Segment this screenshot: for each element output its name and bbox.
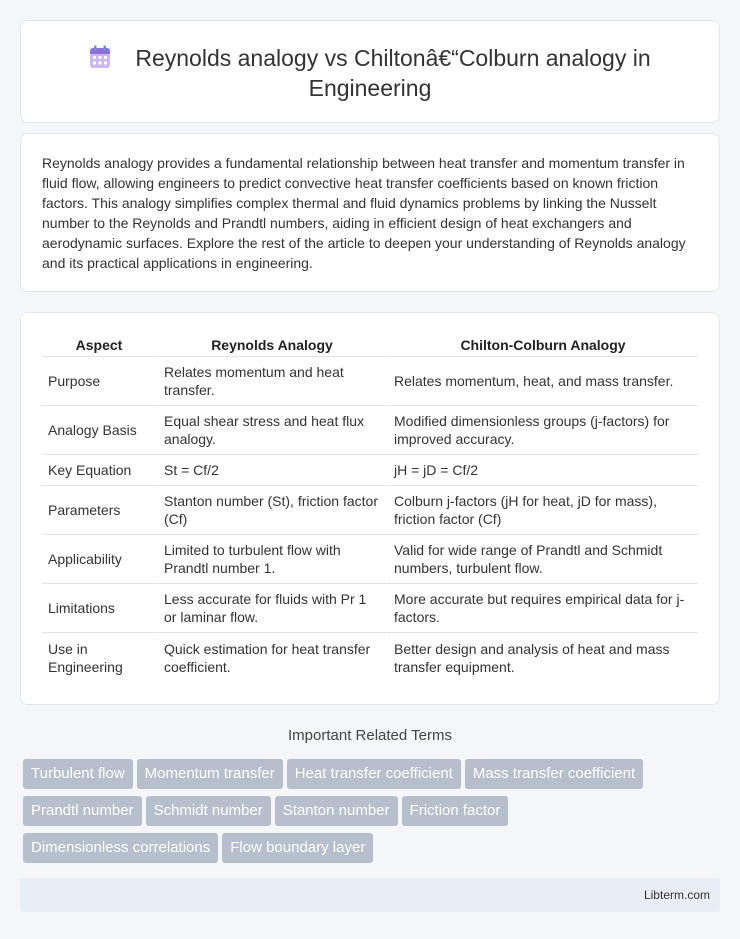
cell-chilton: Relates momentum, heat, and mass transfer. bbox=[386, 357, 698, 406]
related-term-tag[interactable]: Flow boundary layer bbox=[222, 833, 373, 863]
footer-site-link[interactable]: Libterm.com bbox=[643, 888, 710, 902]
cell-chilton: Valid for wide range of Prandtl and Schmidt numbers, turbulent flow. bbox=[386, 535, 698, 584]
title-line-1: Reynolds analogy vs Chiltonâ€“Colburn analogy in bbox=[135, 45, 651, 71]
related-term-tag[interactable]: Mass transfer coefficient bbox=[465, 759, 643, 789]
cell-aspect: Parameters bbox=[42, 486, 156, 535]
cell-aspect: Limitations bbox=[42, 584, 156, 633]
cell-chilton: Colburn j-factors (jH for heat, jD for mass), friction factor (Cf) bbox=[386, 486, 698, 535]
cell-aspect: Applicability bbox=[42, 535, 156, 584]
cell-chilton: More accurate but requires empirical data for j-factors. bbox=[386, 584, 698, 633]
title-line-2: Engineering bbox=[308, 75, 432, 101]
cell-reynolds: Quick estimation for heat transfer coefficient. bbox=[156, 633, 386, 682]
cell-reynolds: Less accurate for fluids with Pr 1 or laminar flow. bbox=[156, 584, 386, 633]
header-reynolds: Reynolds Analogy bbox=[156, 333, 386, 357]
related-term-tag[interactable]: Stanton number bbox=[275, 796, 398, 826]
related-terms-heading: Important Related Terms bbox=[288, 727, 452, 744]
table-row bbox=[42, 535, 698, 584]
comparison-table-card bbox=[20, 312, 720, 705]
table-row bbox=[42, 406, 698, 455]
cell-reynolds: St = Cf/2 bbox=[156, 455, 386, 486]
related-term-tag[interactable]: Turbulent flow bbox=[23, 759, 133, 789]
related-term-tag[interactable]: Friction factor bbox=[402, 796, 509, 826]
cell-reynolds: Relates momentum and heat transfer. bbox=[156, 357, 386, 406]
table-header-row bbox=[42, 333, 698, 357]
table-row bbox=[42, 357, 698, 406]
related-term-tag[interactable]: Momentum transfer bbox=[137, 759, 283, 789]
intro-card bbox=[20, 133, 720, 292]
cell-chilton: Modified dimensionless groups (j-factors) for improved accuracy. bbox=[386, 406, 698, 455]
header-aspect: Aspect bbox=[42, 333, 156, 357]
cell-reynolds: Limited to turbulent flow with Prandtl number 1. bbox=[156, 535, 386, 584]
cell-chilton: Better design and analysis of heat and mass transfer equipment. bbox=[386, 633, 698, 682]
title-card bbox=[20, 20, 720, 123]
header-chilton-colburn: Chilton-Colburn Analogy bbox=[386, 333, 698, 357]
related-term-tag[interactable]: Heat transfer coefficient bbox=[287, 759, 461, 789]
table-row bbox=[42, 486, 698, 535]
cell-reynolds: Stanton number (St), friction factor (Cf) bbox=[156, 486, 386, 535]
cell-reynolds: Equal shear stress and heat flux analogy. bbox=[156, 406, 386, 455]
cell-aspect: Key Equation bbox=[42, 455, 156, 486]
related-term-tag[interactable]: Prandtl number bbox=[23, 796, 142, 826]
calendar-icon bbox=[89, 45, 111, 69]
table-row bbox=[42, 633, 698, 682]
cell-aspect: Use in Engineering bbox=[48, 640, 123, 675]
cell-aspect: Purpose bbox=[42, 357, 156, 406]
comparison-table bbox=[42, 333, 698, 682]
footer bbox=[20, 878, 720, 912]
table-row bbox=[42, 584, 698, 633]
page-title bbox=[51, 43, 689, 73]
cell-aspect: Analogy Basis bbox=[42, 406, 156, 455]
related-term-tag[interactable]: Schmidt number bbox=[146, 796, 271, 826]
related-term-tag[interactable]: Dimensionless correlations bbox=[23, 833, 218, 863]
intro-text: Reynolds analogy provides a fundamental relationship between heat transfer and momentum transfer in fluid flow, allowing engineers to predict convective heat transfer coefficients based on known friction factors. This analogy simplifies complex thermal and fluid dynamics problems by linking the Nusselt number to the Reynolds and Prandtl numbers, aiding in efficient design of heat exchangers and aerodynamic surfaces. Explore the rest of the article to deepen your understanding of Reynolds analogy and its practical applications in engineering. bbox=[42, 155, 686, 271]
table-row bbox=[42, 455, 698, 486]
related-terms-list bbox=[20, 759, 720, 870]
cell-chilton: jH = jD = Cf/2 bbox=[386, 455, 698, 486]
